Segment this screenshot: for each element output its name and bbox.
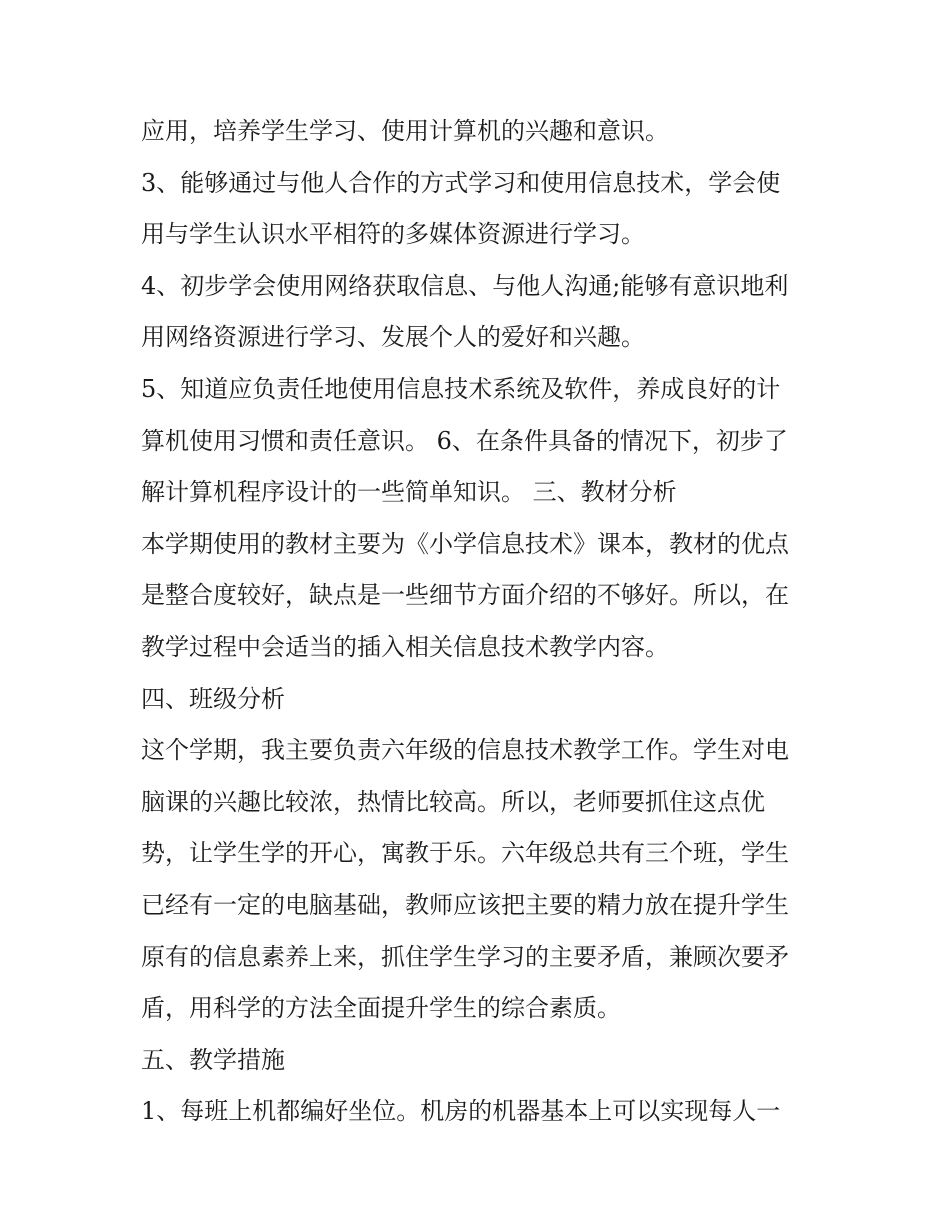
section-heading: 四、班级分析 xyxy=(141,684,285,713)
text-line: 解计算机程序设计的一些简单知识。 三、教材分析 xyxy=(141,478,677,507)
text-line: 本学期使用的教材主要为《小学信息技术》课本，教材的优点 xyxy=(141,529,789,558)
section-heading: 五、教学措施 xyxy=(141,1045,285,1074)
text-line: 脑课的兴趣比较浓，热情比较高。所以，老师要抓住这点优 xyxy=(141,787,765,816)
text-line: 5、知道应负责任地使用信息技术系统及软件，养成良好的计 xyxy=(141,374,781,403)
text-line: 教学过程中会适当的插入相关信息技术教学内容。 xyxy=(141,632,669,661)
text-line: 应用，培养学生学习、使用计算机的兴趣和意识。 xyxy=(141,117,669,145)
text-line: 算机使用习惯和责任意识。 6、在条件具备的情况下，初步了 xyxy=(141,426,788,455)
text-line: 4、初步学会使用网络获取信息、与他人沟通;能够有意识地利 xyxy=(141,271,789,300)
text-line: 用与学生认识水平相符的多媒体资源进行学习。 xyxy=(141,220,645,249)
text-line: 1、每班上机都编好坐位。机房的机器基本上可以实现每人一 xyxy=(141,1097,781,1126)
text-line: 原有的信息素养上来，抓住学生学习的主要矛盾，兼顾次要矛 xyxy=(141,942,789,971)
text-line: 这个学期，我主要负责六年级的信息技术教学工作。学生对电 xyxy=(141,736,789,765)
text-line: 盾，用科学的方法全面提升学生的综合素质。 xyxy=(141,994,621,1023)
text-line: 是整合度较好，缺点是一些细节方面介绍的不够好。所以，在 xyxy=(141,581,789,610)
document-body xyxy=(141,106,821,1138)
text-line: 3、能够通过与他人合作的方式学习和使用信息技术，学会使 xyxy=(141,168,781,197)
text-line: 已经有一定的电脑基础，教师应该把主要的精力放在提升学生 xyxy=(141,890,789,919)
text-line: 用网络资源进行学习、发展个人的爱好和兴趣。 xyxy=(141,323,645,352)
text-line: 势，让学生学的开心，寓教于乐。六年级总共有三个班，学生 xyxy=(141,839,789,868)
